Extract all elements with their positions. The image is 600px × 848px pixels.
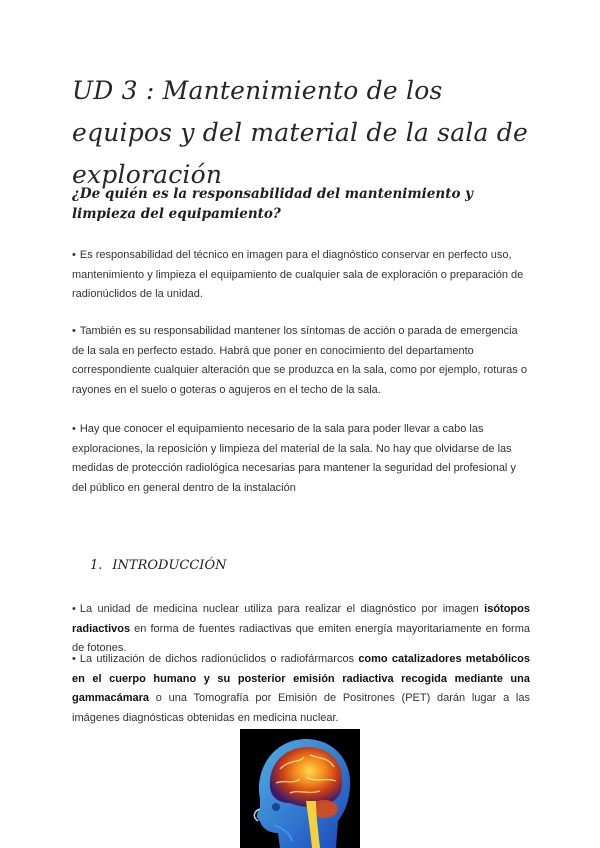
bullet: • — [72, 603, 76, 615]
bullet: • — [72, 653, 76, 665]
paragraph-intro-2 — [72, 650, 530, 728]
paragraph-responsibility-3 — [72, 420, 530, 498]
text-segment: en forma de fuentes radiactivas que emiten energía mayoritariamente en forma de fotones. — [72, 622, 530, 655]
section-number: 1. — [90, 558, 103, 573]
paragraph-responsibility-2 — [72, 322, 530, 400]
bullet: • — [72, 423, 76, 435]
section-heading-introduccion — [90, 558, 226, 573]
paragraph-text: Es responsabilidad del técnico en imagen para el diagnóstico conservar en perfecto uso, mantenimiento y limpieza el equipamiento de cualquier sala de exploración o preparación de radionúclidos de la unidad. — [72, 249, 524, 301]
paragraph-responsibility-1 — [72, 246, 530, 305]
pet-brain-scan-image — [240, 729, 360, 848]
text-segment: o una Tomografía por Emisión de Positrones (PET) darán lugar a las imágenes diagnósticas obtenidas en medicina nuclear. — [72, 692, 530, 724]
paragraph-text: También es su responsabilidad mantener los síntomas de acción o parada de emergencia de la sala en perfecto estado. Habrá que poner en conocimiento del departamento correspondiente cualquier alteración que se produzca en la sala, como por ejemplo, roturas o rayones en el suelo o goteras o agujeros en el techo de la sala. — [72, 325, 527, 396]
bullet: • — [72, 249, 76, 261]
bold-text: isótopos radiactivos — [72, 603, 530, 635]
question-heading: ¿De quién es la responsabilidad del mantenimiento y limpieza del equipamiento? — [72, 186, 473, 222]
page-title: UD 3 : Mantenimiento de los equipos y del material de la sala de exploración — [72, 76, 528, 189]
text-segment: La utilización de dichos radionúclidos o radiofármarcos — [79, 653, 359, 665]
paragraph-text: Hay que conocer el equipamiento necesario de la sala para poder llevar a cabo las exploraciones, la reposición y limpieza del material de la sala. No hay que olvidarse de las medidas de protección radiológica necesarias para mantener la seguridad del profesional y del público en general dentro de la instalación — [72, 423, 516, 494]
text-segment: La unidad de medicina nuclear utiliza para realizar el diagnóstico por imagen — [79, 603, 485, 615]
bullet: • — [72, 325, 76, 337]
section-title: INTRODUCCIÓN — [112, 558, 227, 573]
bold-text: como catalizadores metabólicos en el cuerpo humano y su posterior emisión radiactiva recogida mediante una gammacámara — [72, 653, 530, 705]
brain-scan-illustration — [240, 729, 360, 848]
